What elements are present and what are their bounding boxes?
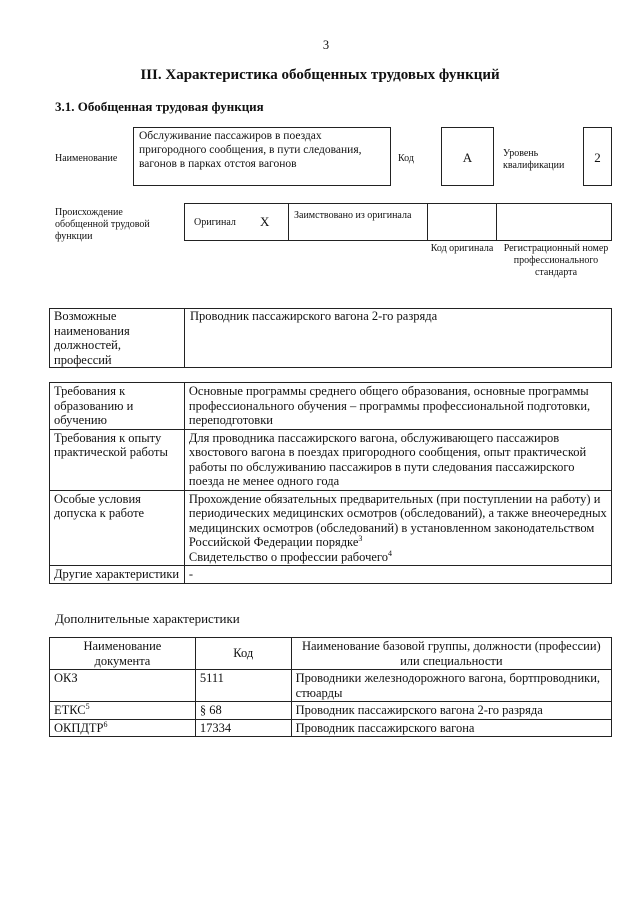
name-cell: Проводник пассажирского вагона <box>291 719 611 737</box>
col-header-document: Наименование документа <box>50 638 196 670</box>
req-value-experience: Для проводника пассажирского вагона, обслуживающего пассажиров хвостового вагона в поездах пригородного сообщения, опыт практической работы по обслуживанию пассажиров в пути следования пассажирского поезда не менее одного года <box>184 429 611 490</box>
name-cell: Проводник пассажирского вагона 2-го разряда <box>291 702 611 720</box>
table-row <box>50 429 612 490</box>
subsection-title: 3.1. Обобщенная трудовая функция <box>55 99 264 114</box>
table-row <box>50 719 612 737</box>
table-row <box>50 702 612 720</box>
req-label-conditions: Особые условия допуска к работе <box>50 490 185 566</box>
function-name-value: Обслуживание пассажиров в поездах пригородного сообщения, в пути следования, вагонов в парках отстоя вагонов <box>139 130 362 170</box>
requirements-table <box>49 382 612 584</box>
doc-cell: ОКЗ <box>50 670 196 702</box>
doc-cell: ОКПДТР$^6$ <box>50 719 196 737</box>
additional-table <box>49 637 612 737</box>
function-name-box <box>133 127 391 186</box>
footnote-ref: 3 <box>358 533 363 543</box>
origin-box <box>184 203 612 241</box>
original-mark: X <box>260 214 270 229</box>
req-label-experience: Требования к опыту практической работы <box>50 429 185 490</box>
doc-cell: ЕТКС$^5$ <box>50 702 196 720</box>
req-value-education: Основные программы среднего общего образования, основные программы профессионального обучения – программы профессиональной подготовки, переподготовки <box>184 383 611 430</box>
borrowed-label: Заимствовано из оригинала <box>294 210 412 221</box>
registration-number-label: Регистрационный номер профессионального стандарта <box>503 243 609 278</box>
table-row <box>50 383 612 430</box>
table-row <box>50 670 612 702</box>
code-cell: § 68 <box>195 702 291 720</box>
footnote-ref: 4 <box>387 548 392 558</box>
table-row <box>50 566 612 584</box>
positions-label: Возможные наименования должностей, профессий <box>54 309 130 367</box>
section-title: III. Характеристика обобщенных трудовых функций <box>140 67 500 83</box>
code-label: Код <box>398 153 414 164</box>
name-label: Наименование <box>55 153 118 164</box>
req-value-other: - <box>184 566 611 584</box>
code-cell: 5111 <box>195 670 291 702</box>
req-label-education: Требования к образованию и обучению <box>50 383 185 430</box>
code-original-label: Код оригинала <box>430 243 494 254</box>
name-cell: Проводники железнодорожного вагона, бортпроводники, стюарды <box>291 670 611 702</box>
col-header-name: Наименование базовой группы, должности (профессии) или специальности <box>291 638 611 670</box>
level-label: Уровень квалификации <box>503 148 565 171</box>
positions-value: Проводник пассажирского вагона 2-го разряда <box>190 309 438 323</box>
code-value: A <box>462 150 473 165</box>
code-cell: 17334 <box>195 719 291 737</box>
req-label-other: Другие характеристики <box>50 566 185 584</box>
col-header-code: Код <box>195 638 291 670</box>
table-header-row <box>50 638 612 670</box>
level-value: 2 <box>594 150 601 165</box>
req-value-conditions: Прохождение обязательных предварительных (при поступлении на работу) и периодических медицинских осмотров (обследований), а также внеочередных медицинских осмотров (обследований) в установленном законодательством Российской Федерации порядке$^3$ Свидетельство о профессии рабочего$^4$ <box>184 490 611 566</box>
additional-title: Дополнительные характеристики <box>55 611 240 626</box>
origin-label: Происхождение обобщенной трудовой функции <box>55 207 150 242</box>
original-label: Оригинал <box>194 217 236 228</box>
table-row <box>50 490 612 566</box>
page-number: 3 <box>322 38 330 52</box>
